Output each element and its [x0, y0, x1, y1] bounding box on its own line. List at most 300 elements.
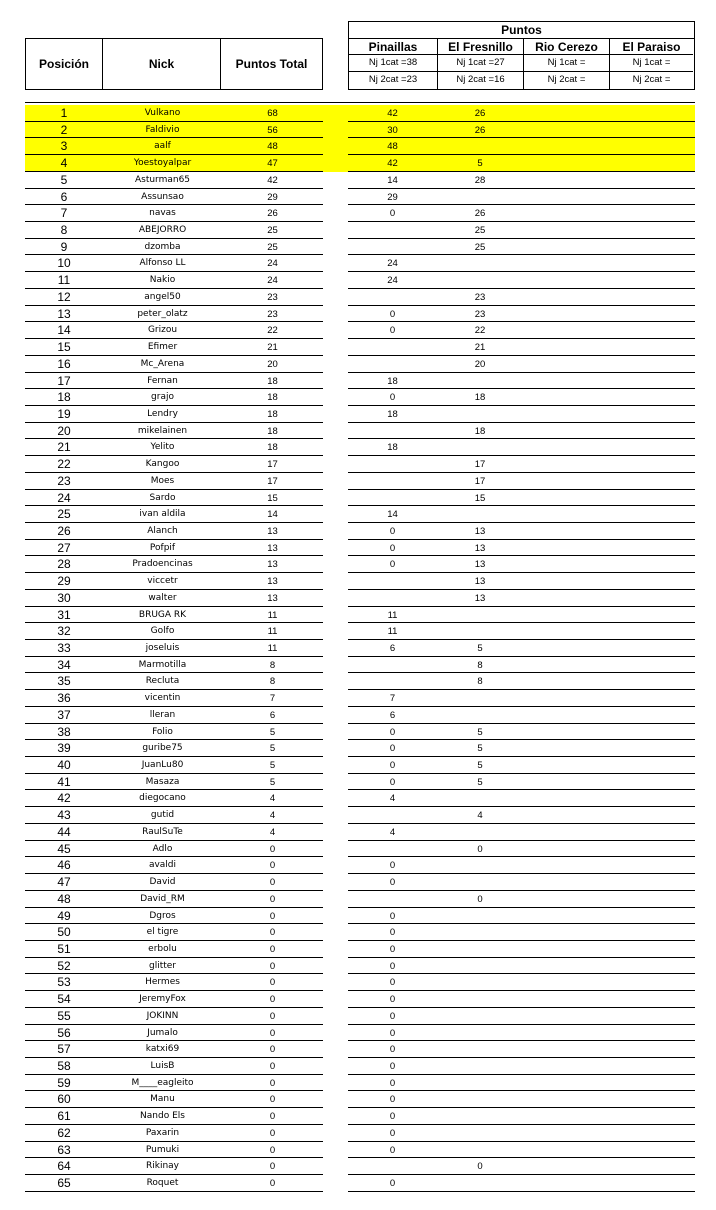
- position-cell: 60: [25, 1091, 103, 1108]
- fresnillo-cell: 18: [474, 392, 486, 404]
- total-cell: 5: [222, 740, 323, 757]
- total-cell: 14: [222, 506, 323, 523]
- fresnillo-cell: [437, 138, 523, 155]
- position-cell: 1: [25, 105, 103, 122]
- position-cell: 59: [25, 1075, 103, 1092]
- nick-cell: avaldi: [103, 857, 222, 874]
- position-cell: 27: [25, 540, 103, 557]
- pinaillas-cell: 0: [389, 1178, 396, 1189]
- position-cell: 42: [25, 790, 103, 807]
- table-row: [25, 1025, 695, 1042]
- fresnillo-cell: [437, 623, 523, 640]
- table-row: [25, 1091, 695, 1108]
- pinaillas-cell: 18: [387, 408, 398, 420]
- table-row: [25, 272, 695, 289]
- position-cell: 41: [25, 774, 103, 791]
- pinaillas-cell: 42: [387, 158, 398, 170]
- nick-cell: Alfonso LL: [103, 255, 222, 272]
- total-cell: 0: [222, 958, 323, 975]
- table-row: [25, 590, 695, 607]
- position-cell: 43: [25, 807, 103, 824]
- nick-cell: glitter: [103, 958, 222, 975]
- total-cell: 11: [222, 607, 323, 624]
- position-cell: 9: [25, 239, 103, 256]
- fresnillo-cell: [437, 1142, 523, 1159]
- fresnillo-cell: 5: [477, 776, 483, 788]
- position-cell: 51: [25, 941, 103, 958]
- fresnillo-cell: [437, 1058, 523, 1075]
- column-nj2: Nj 2cat =: [632, 74, 671, 85]
- column-name: Rio Cerezo: [524, 39, 609, 55]
- nick-cell: diegocano: [103, 790, 222, 807]
- table-row: [25, 924, 695, 941]
- fresnillo-cell: [437, 790, 523, 807]
- total-cell: 0: [222, 1142, 323, 1159]
- fresnillo-cell: 17: [474, 459, 486, 471]
- position-cell: 64: [25, 1158, 103, 1175]
- column-nj2: Nj 2cat =23: [368, 74, 418, 85]
- total-cell: 13: [222, 590, 323, 607]
- fresnillo-cell: [437, 1025, 523, 1042]
- total-cell: 24: [222, 272, 323, 289]
- total-cell: 7: [222, 690, 323, 707]
- total-cell: 23: [222, 306, 323, 323]
- total-cell: 5: [222, 757, 323, 774]
- nick-cell: Nakio: [103, 272, 222, 289]
- total-cell: 0: [222, 1025, 323, 1042]
- table-row: [25, 673, 695, 690]
- column-name: El Fresnillo: [438, 39, 523, 55]
- table-row: [25, 1058, 695, 1075]
- pinaillas-cell: 18: [387, 442, 398, 454]
- nick-cell: Pumuki: [103, 1142, 222, 1159]
- table-row: [25, 205, 695, 222]
- pinaillas-cell: 18: [387, 375, 398, 387]
- table-row: [25, 356, 695, 373]
- total-cell: 4: [222, 807, 323, 824]
- fresnillo-cell: 23: [474, 291, 486, 303]
- pinaillas-cell: 0: [389, 943, 396, 955]
- fresnillo-cell: [437, 991, 523, 1008]
- table-row: [25, 172, 695, 189]
- pinaillas-cell: 0: [389, 994, 396, 1006]
- total-cell: 47: [222, 155, 323, 172]
- total-cell: 0: [222, 1008, 323, 1025]
- table-row: [25, 456, 695, 473]
- total-cell: 0: [222, 1108, 323, 1125]
- pinaillas-cell: 6: [389, 643, 396, 654]
- total-cell: 20: [222, 356, 323, 373]
- fresnillo-cell: [437, 874, 523, 891]
- table-row: [25, 1008, 695, 1025]
- nick-cell: Rikinay: [103, 1158, 222, 1175]
- position-cell: 39: [25, 740, 103, 757]
- nick-cell: Adlo: [103, 841, 222, 858]
- table-row: [25, 908, 695, 925]
- pinaillas-cell: 0: [389, 960, 396, 972]
- table-row: [25, 339, 695, 356]
- position-cell: 6: [25, 189, 103, 206]
- nick-cell: Jumalo: [103, 1025, 222, 1042]
- total-cell: 56: [222, 122, 323, 139]
- position-cell: 2: [25, 122, 103, 139]
- fresnillo-cell: [437, 607, 523, 624]
- total-cell: 13: [222, 573, 323, 590]
- fresnillo-cell: 26: [474, 208, 486, 220]
- nick-cell: Faldivio: [103, 122, 222, 139]
- position-cell: 35: [25, 673, 103, 690]
- position-cell: 44: [25, 824, 103, 841]
- fresnillo-cell: 0: [477, 843, 483, 855]
- nick-cell: Moes: [103, 473, 222, 490]
- position-cell: 11: [25, 272, 103, 289]
- table-row: [25, 389, 695, 406]
- nick-cell: Hermes: [103, 974, 222, 991]
- total-cell: 18: [222, 423, 323, 440]
- pinaillas-cell: [348, 356, 437, 373]
- nick-cell: Asturman65: [103, 172, 222, 189]
- fresnillo-cell: 5: [477, 743, 483, 755]
- pinaillas-cell: 0: [389, 325, 396, 337]
- total-cell: 18: [222, 373, 323, 390]
- nick-cell: el tigre: [103, 924, 222, 941]
- nick-cell: Yelito: [103, 439, 222, 456]
- fresnillo-cell: [437, 1041, 523, 1058]
- fresnillo-cell: 0: [477, 1161, 483, 1173]
- total-cell: 6: [222, 707, 323, 724]
- column-el-paraiso: [610, 39, 693, 89]
- pinaillas-cell: 7: [389, 693, 396, 705]
- total-cell: 0: [222, 974, 323, 991]
- fresnillo-cell: [437, 924, 523, 941]
- position-cell: 46: [25, 857, 103, 874]
- column-nj2: Nj 2cat =16: [456, 74, 505, 85]
- table-row: [25, 724, 695, 741]
- nick-cell: vicentin: [103, 690, 222, 707]
- pinaillas-cell: 0: [389, 1111, 396, 1123]
- pinaillas-cell: 6: [389, 709, 396, 721]
- fresnillo-cell: 15: [474, 492, 486, 504]
- nick-cell: walter: [103, 590, 222, 607]
- pinaillas-cell: [348, 590, 437, 607]
- position-cell: 34: [25, 657, 103, 674]
- position-cell: 3: [25, 138, 103, 155]
- fresnillo-cell: 18: [474, 425, 486, 437]
- total-cell: 15: [222, 490, 323, 507]
- nick-cell: David: [103, 874, 222, 891]
- column-el-fresnillo: [438, 39, 524, 89]
- nick-cell: Recluta: [103, 673, 222, 690]
- position-cell: 62: [25, 1125, 103, 1142]
- position-cell: 13: [25, 306, 103, 323]
- total-cell: 42: [222, 172, 323, 189]
- fresnillo-cell: 5: [477, 158, 483, 170]
- ranking-table: [25, 105, 695, 1192]
- table-row: [25, 573, 695, 590]
- position-cell: 45: [25, 841, 103, 858]
- nick-cell: Efimer: [103, 339, 222, 356]
- fresnillo-cell: [437, 1175, 523, 1192]
- table-row: [25, 473, 695, 490]
- column-nj1: Nj 1cat =: [524, 55, 609, 72]
- total-cell: 18: [222, 439, 323, 456]
- table-row: [25, 540, 695, 557]
- position-cell: 32: [25, 623, 103, 640]
- nick-cell: JuanLu80: [103, 757, 222, 774]
- table-row: [25, 690, 695, 707]
- table-row: [25, 974, 695, 991]
- total-cell: 8: [222, 657, 323, 674]
- table-row: [25, 740, 695, 757]
- nick-cell: grajo: [103, 389, 222, 406]
- nick-cell: Dgros: [103, 908, 222, 925]
- pinaillas-cell: 0: [389, 1027, 396, 1039]
- nick-cell: Assunsao: [103, 189, 222, 206]
- header-puntos: Puntos: [349, 22, 694, 39]
- table-row: [25, 1175, 695, 1192]
- total-cell: 0: [222, 908, 323, 925]
- column-rio-cerezo: [524, 39, 610, 89]
- position-cell: 56: [25, 1025, 103, 1042]
- position-cell: 63: [25, 1142, 103, 1159]
- fresnillo-cell: 25: [474, 241, 486, 253]
- nick-cell: gutid: [103, 807, 222, 824]
- pinaillas-cell: 0: [389, 1060, 396, 1072]
- table-row: [25, 757, 695, 774]
- nick-cell: lleran: [103, 707, 222, 724]
- table-row: [25, 406, 695, 423]
- nick-cell: Manu: [103, 1091, 222, 1108]
- fresnillo-cell: [437, 373, 523, 390]
- nick-cell: aalf: [103, 138, 222, 155]
- position-cell: 55: [25, 1008, 103, 1025]
- fresnillo-cell: 8: [477, 659, 483, 671]
- pinaillas-cell: [348, 289, 437, 306]
- nick-cell: Yoestoyalpar: [103, 155, 222, 172]
- fresnillo-cell: 23: [474, 308, 486, 320]
- pinaillas-cell: 4: [389, 793, 396, 805]
- position-cell: 8: [25, 222, 103, 239]
- total-cell: 17: [222, 456, 323, 473]
- table-row: [25, 941, 695, 958]
- fresnillo-cell: 5: [477, 760, 483, 772]
- puntos-header-group: [348, 21, 695, 90]
- total-cell: 0: [222, 1075, 323, 1092]
- table-row: [25, 1158, 695, 1175]
- position-cell: 58: [25, 1058, 103, 1075]
- fresnillo-cell: [437, 958, 523, 975]
- table-row: [25, 322, 695, 339]
- position-cell: 36: [25, 690, 103, 707]
- fresnillo-cell: 5: [477, 726, 483, 738]
- total-cell: 5: [222, 774, 323, 791]
- column-nj1: Nj 1cat =27: [438, 55, 523, 72]
- pinaillas-cell: 0: [389, 392, 396, 404]
- nick-cell: Sardo: [103, 490, 222, 507]
- column-nj2: Nj 2cat =: [547, 74, 586, 85]
- table-row: [25, 1041, 695, 1058]
- nick-cell: peter_olatz: [103, 306, 222, 323]
- position-cell: 61: [25, 1108, 103, 1125]
- fresnillo-cell: 26: [474, 124, 486, 136]
- total-cell: 24: [222, 255, 323, 272]
- header-posicion: Posición: [25, 38, 103, 90]
- pinaillas-cell: [348, 339, 437, 356]
- table-row: [25, 439, 695, 456]
- position-cell: 65: [25, 1175, 103, 1192]
- total-cell: 0: [222, 991, 323, 1008]
- pinaillas-cell: [348, 807, 437, 824]
- table-row: [25, 239, 695, 256]
- total-cell: 13: [222, 556, 323, 573]
- position-cell: 17: [25, 373, 103, 390]
- total-cell: 18: [222, 406, 323, 423]
- nick-cell: katxi69: [103, 1041, 222, 1058]
- position-cell: 47: [25, 874, 103, 891]
- total-cell: 23: [222, 289, 323, 306]
- nick-cell: viccetr: [103, 573, 222, 590]
- pinaillas-cell: 48: [387, 141, 398, 153]
- pinaillas-cell: 0: [389, 977, 396, 989]
- total-cell: 13: [222, 523, 323, 540]
- position-cell: 37: [25, 707, 103, 724]
- total-cell: 4: [222, 790, 323, 807]
- nick-cell: BRUGA RK: [103, 607, 222, 624]
- pinaillas-cell: 14: [387, 174, 398, 186]
- total-cell: 0: [222, 891, 323, 908]
- position-cell: 38: [25, 724, 103, 741]
- position-cell: 23: [25, 473, 103, 490]
- table-row: [25, 523, 695, 540]
- table-row: [25, 490, 695, 507]
- position-cell: 18: [25, 389, 103, 406]
- nick-cell: JOKINN: [103, 1008, 222, 1025]
- pinaillas-cell: [348, 1158, 437, 1175]
- table-row: [25, 1142, 695, 1159]
- table-row: [25, 122, 695, 139]
- total-cell: 0: [222, 841, 323, 858]
- fresnillo-cell: [437, 941, 523, 958]
- table-row: [25, 222, 695, 239]
- fresnillo-cell: [437, 1075, 523, 1092]
- table-row: [25, 506, 695, 523]
- total-cell: 11: [222, 623, 323, 640]
- fresnillo-cell: 13: [474, 559, 486, 571]
- total-cell: 29: [222, 189, 323, 206]
- total-cell: 21: [222, 339, 323, 356]
- table-row: [25, 640, 695, 657]
- pinaillas-cell: 0: [389, 208, 396, 220]
- table-top-divider: [25, 102, 695, 103]
- column-nj1: Nj 1cat =38: [349, 55, 437, 72]
- nick-cell: Nando Els: [103, 1108, 222, 1125]
- total-cell: 0: [222, 857, 323, 874]
- header-puntos-total: Puntos Total: [220, 38, 323, 90]
- pinaillas-cell: [348, 423, 437, 440]
- fresnillo-cell: 17: [474, 475, 486, 487]
- total-cell: 25: [222, 239, 323, 256]
- nick-cell: Marmotilla: [103, 657, 222, 674]
- pinaillas-cell: [348, 657, 437, 674]
- position-cell: 19: [25, 406, 103, 423]
- fresnillo-cell: [437, 974, 523, 991]
- fresnillo-cell: 20: [474, 358, 486, 370]
- pinaillas-cell: 11: [387, 626, 398, 638]
- table-row: [25, 155, 695, 172]
- row-divider: [348, 1191, 695, 1192]
- nick-cell: Golfo: [103, 623, 222, 640]
- pinaillas-cell: 0: [389, 760, 396, 772]
- fresnillo-cell: 25: [474, 225, 486, 237]
- pinaillas-cell: [348, 841, 437, 858]
- position-cell: 31: [25, 607, 103, 624]
- table-row: [25, 790, 695, 807]
- table-row: [25, 774, 695, 791]
- table-row: [25, 373, 695, 390]
- nick-cell: Alanch: [103, 523, 222, 540]
- total-cell: 18: [222, 389, 323, 406]
- table-row: [25, 1125, 695, 1142]
- nick-cell: Vulkano: [103, 105, 222, 122]
- pinaillas-cell: 11: [387, 609, 398, 621]
- fresnillo-cell: 0: [477, 893, 483, 905]
- position-cell: 52: [25, 958, 103, 975]
- fresnillo-cell: [437, 506, 523, 523]
- position-cell: 7: [25, 205, 103, 222]
- pinaillas-cell: 30: [387, 124, 398, 136]
- fresnillo-cell: [437, 439, 523, 456]
- position-cell: 40: [25, 757, 103, 774]
- table-row: [25, 189, 695, 206]
- fresnillo-cell: [437, 824, 523, 841]
- table-row: [25, 423, 695, 440]
- pinaillas-cell: 24: [387, 275, 398, 287]
- nick-cell: M____eagleito: [103, 1075, 222, 1092]
- pinaillas-cell: 0: [389, 726, 396, 738]
- pinaillas-cell: 0: [389, 910, 396, 922]
- pinaillas-cell: 14: [387, 509, 398, 521]
- total-cell: 0: [222, 1041, 323, 1058]
- total-cell: 68: [222, 105, 323, 122]
- nick-cell: David_RM: [103, 891, 222, 908]
- table-row: [25, 891, 695, 908]
- fresnillo-cell: [437, 690, 523, 707]
- total-cell: 48: [222, 138, 323, 155]
- fresnillo-cell: [437, 1108, 523, 1125]
- fresnillo-cell: [437, 255, 523, 272]
- fresnillo-cell: 13: [474, 542, 486, 554]
- nick-cell: navas: [103, 205, 222, 222]
- nick-cell: Kangoo: [103, 456, 222, 473]
- position-cell: 53: [25, 974, 103, 991]
- pinaillas-cell: 0: [389, 1127, 396, 1139]
- table-row: [25, 874, 695, 891]
- fresnillo-cell: [437, 189, 523, 206]
- pinaillas-cell: [348, 490, 437, 507]
- pinaillas-cell: 0: [389, 308, 396, 320]
- pinaillas-cell: 0: [389, 1144, 396, 1156]
- position-cell: 4: [25, 155, 103, 172]
- pinaillas-cell: 42: [387, 108, 398, 119]
- nick-cell: ivan aldila: [103, 506, 222, 523]
- position-cell: 54: [25, 991, 103, 1008]
- nick-cell: LuisB: [103, 1058, 222, 1075]
- nick-cell: Pofpif: [103, 540, 222, 557]
- table-row: [25, 1075, 695, 1092]
- column-name: El Paraiso: [610, 39, 693, 55]
- fresnillo-cell: 13: [474, 576, 486, 588]
- nick-cell: Grizou: [103, 322, 222, 339]
